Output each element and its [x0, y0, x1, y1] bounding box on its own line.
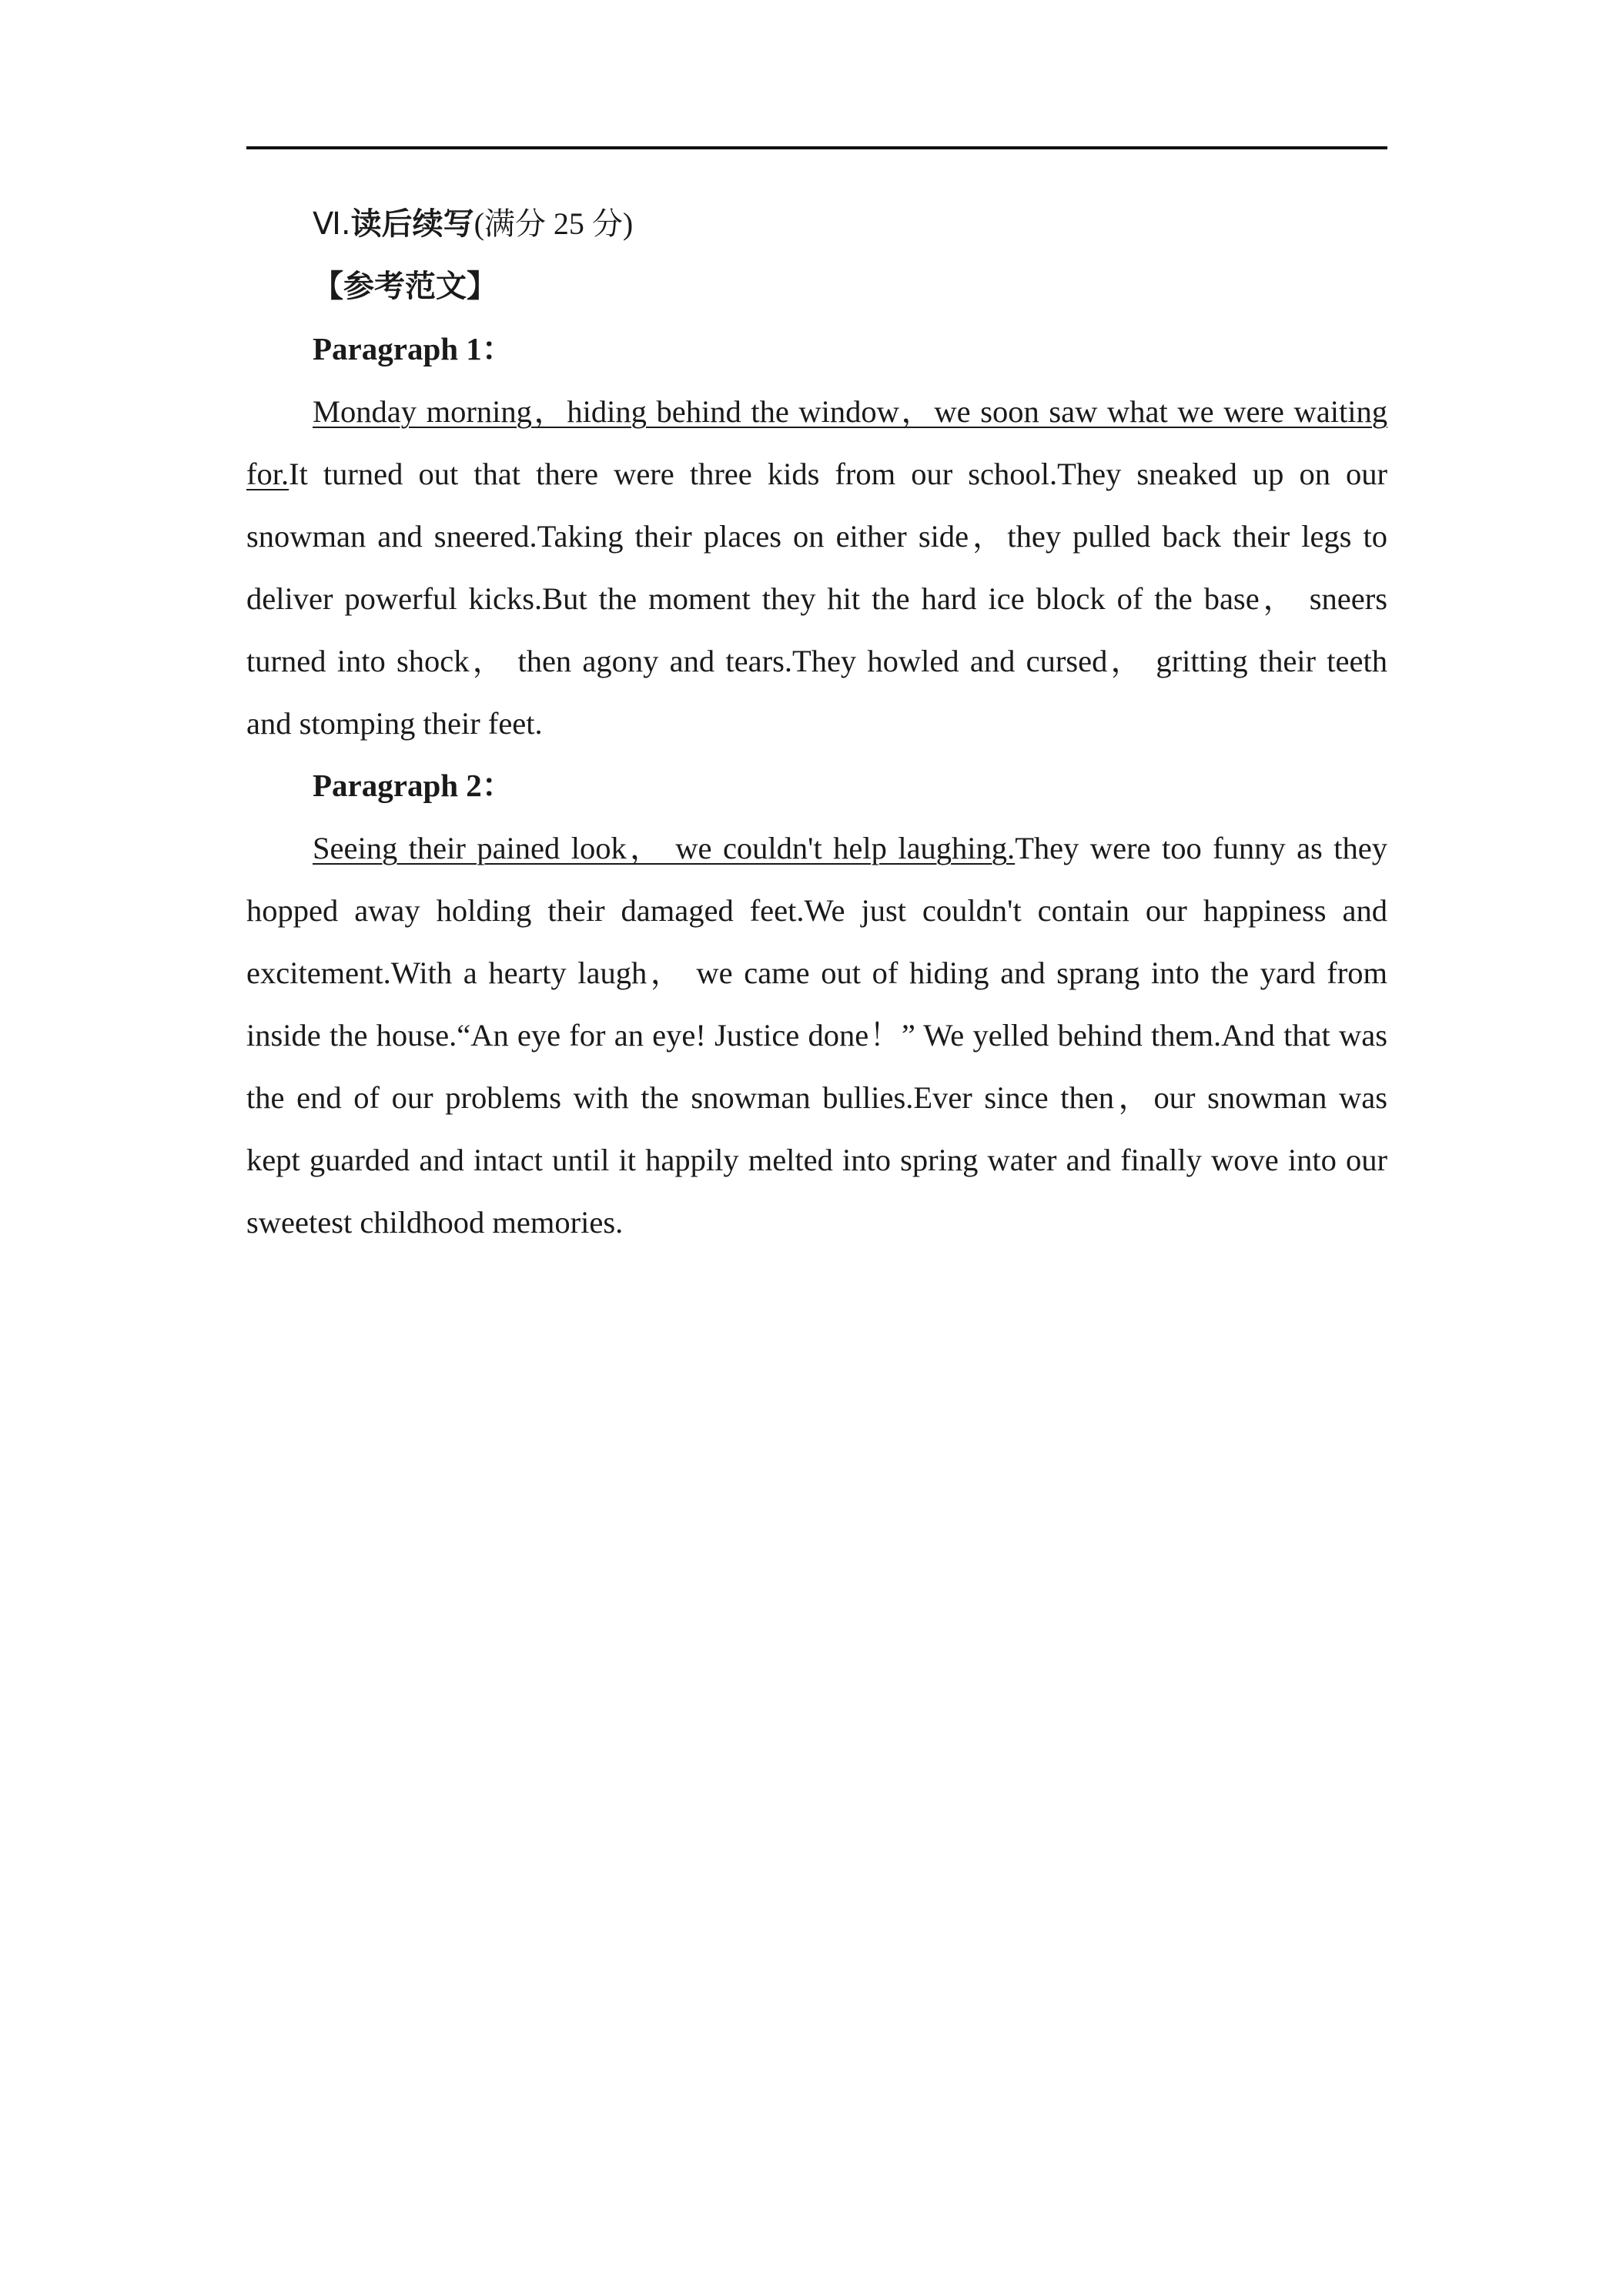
- reference-essay-title: 【参考范文】: [313, 269, 497, 304]
- section-heading-score: (满分 25 分): [474, 206, 634, 241]
- paragraph-2-text: [246, 817, 1387, 1253]
- paragraph-2-underlined-opening: Seeing their pained look， we couldn't help laughing.: [313, 831, 1016, 865]
- paragraph-2-label: Paragraph 2：: [313, 768, 514, 803]
- paragraph-1-text: [246, 380, 1387, 755]
- section-heading-roman: Ⅵ.: [313, 206, 351, 242]
- paragraph-1-underlined-opening: Monday morning，hiding behind the window，we soon saw what we were waiting for.: [246, 394, 1387, 491]
- header-rule: [246, 146, 1387, 149]
- paragraph-1-body: It turned out that there were three kids from our school.They sneaked up on our snowman and sneered.Taking their places on either side，they pulled back their legs to deliver powerful kicks.But the moment they hit the hard ice block of the base， sneers turned into shock， then agony and tears.They howled and cursed， gritting their teeth and stomping their feet.: [246, 457, 1387, 741]
- paragraph-2-body: They were too funny as they hopped away holding their damaged feet.We just couldn't contain our happiness and excitement.With a hearty laugh， we came out of hiding and sprang into the yard from inside the house.“An eye for an eye! Justice done！” We yelled behind them.And that was the end of our problems with the snowman bullies.Ever since then，our snowman was kept guarded and intact until it happily melted into spring water and finally wove into our sweetest childhood memories.: [246, 831, 1387, 1240]
- paragraph-1-label: Paragraph 1：: [313, 331, 514, 366]
- section-heading: [246, 192, 1387, 256]
- section-heading-title: 读后续写: [350, 206, 474, 242]
- answer-section: [246, 192, 1387, 1253]
